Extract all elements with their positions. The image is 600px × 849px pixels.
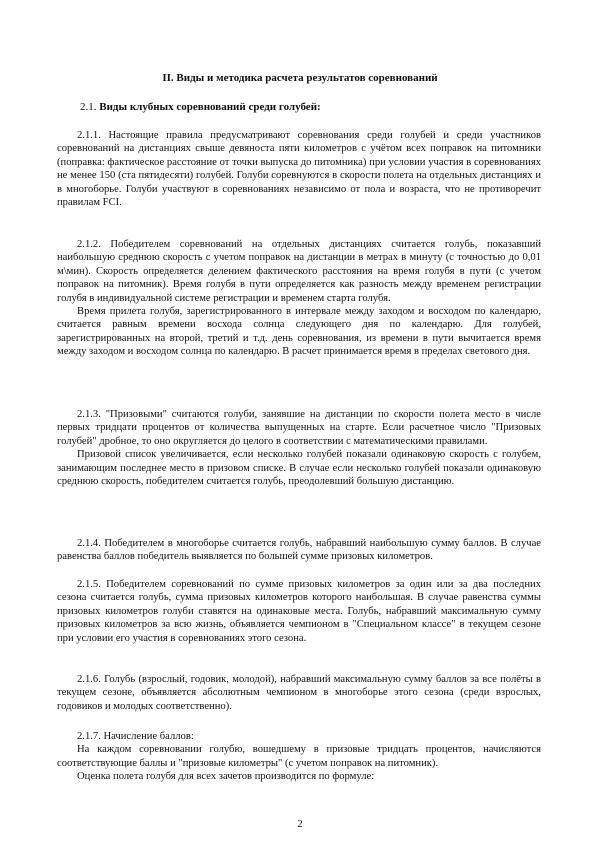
paragraph-2-1-3 [57,408,541,488]
paragraph-text: 2.1.5. Победителем соревнований по сумме призовых километров за один или за два последних сезона считается голубь, сумма призовых километров которого наибольшая. В случае равенства суммы призовых километров голуби ставятся на одинаковые места. Голубь, набравший максимальную сумму призовых километров за всю жизнь, объявляется чемпионом в "Специальном классе" в текущем сезоне при условии его участия в соревнованиях этого сезона. [57,579,541,644]
paragraph-2-1-2 [57,238,541,359]
paragraph-2-1-4 [57,537,541,564]
paragraph-text: 2.1.7. Начисление баллов: [77,731,194,742]
subsection-title: Виды клубных соревнований среди голубей: [99,101,321,113]
paragraph-text: На каждом соревновании голубю, вошедшему в призовые тридцать процентов, начисляются соответствующие баллы и "призовые километры" (с учетом поправок на питомник). [57,744,541,769]
paragraph-2-1-1 [57,129,541,209]
page-number: 2 [297,819,303,830]
paragraph-text: 2.1.3. "Призовыми" считаются голуби, занявшие на дистанции по скорости полета место в числе первых тридцати процентов от количества выпущенных на старте. Если расчетное число "Призовых голубей" дробное, то оно округляется до целого в соответствии с математическими правилами. [57,409,541,447]
paragraph-text: 2.1.4. Победителем в многоборье считается голубь, набравший наибольшую сумму баллов. В случае равенства баллов победитель выявляется по большей сумме призовых километров. [57,538,541,563]
paragraph-text: 2.1.1. Настоящие правила предусматривают соревнования среди голубей и среди участников соревнований на дистанциях свыше девяноста пяти километров с учётом всех поправок на питомники (поправка: фактическое расстояние от точки выпуска до питомника) при условии участия в соревнованиях не менее 150 (ста пятидесяти) голубей. Голуби соревнуются в скорости полета на отдельных дистанциях и в многоборье. Голуби участвуют в соревнованиях независимо от пола и возраста, что не противоречит правилам FCI. [57,130,541,209]
paragraph-2-1-5 [57,578,541,645]
paragraph-text: 2.1.6. Голубь (взрослый, годовик, молодой), набравший максимальную сумму баллов за все полёты в текущем сезоне, объявляется абсолютным чемпионом в многоборье этого сезона (среди взрослых, годовиков и молодых соответственно). [57,674,541,712]
paragraph-2-1-6 [57,673,541,713]
subsection-heading [80,101,321,114]
paragraph-text: 2.1.2. Победителем соревнований на отдельных дистанциях считается голубь, показавший наибольшую среднюю скорость с учетом поправок на дистанции в метрах в минуту (с точностью до 0,01 м\мин). Скорость определяется делением фактического расстояния на время голубя в пути (с учетом поправок на питомник). Время голубя в пути определяется как разность между временем регистрации голубя в индивидуальной системе регистрации и временем старта голубя. [57,239,541,304]
paragraph-text: Оценка полета голубя для всех зачетов производится по формуле: [77,771,375,783]
paragraph-text: Призовой список увеличивается, если несколько голубей показали одинаковую скорость с голубем, занимающим последнее место в призовом списке. В случае если несколько голубей показали одинаковую среднюю скорость, победителем считается голубь, преодолевший большую дистанцию. [57,449,541,488]
paragraph-2-1-7 [57,730,541,784]
subsection-number: 2.1. [80,101,100,113]
section-title: II. Виды и методика расчета результатов соревнований [162,72,438,84]
paragraph-text: Время прилета голубя, зарегистрированного в интервале между заходом и восходом по календарю, считается равным времени восхода солнца следующего дня по календарю. Для голубей, зарегистрированных на второй, третий и т.д. день соревнования, из времени в пути вычитается время между заходом и восходом солнца по календарю. В расчет принимается время в пределах светового дня. [57,306,541,358]
